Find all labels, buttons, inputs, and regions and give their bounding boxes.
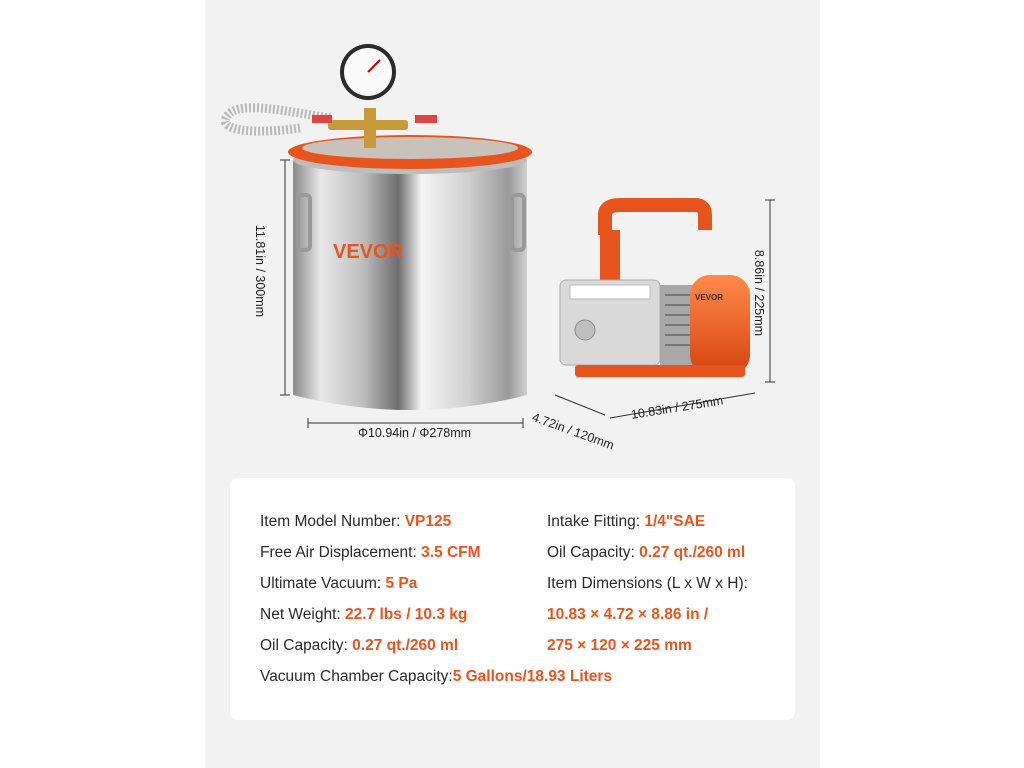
pump-height-label: 8.86in / 225mm bbox=[752, 249, 767, 337]
spec-weight-value: 22.7 lbs / 10.3 kg bbox=[345, 606, 468, 623]
spec-vacuum-value: 5 Pa bbox=[385, 575, 418, 592]
spec-air-label: Free Air Displacement: bbox=[260, 544, 422, 561]
spec-oil2-value: 0.27 qt./260 ml bbox=[639, 544, 746, 561]
spec-dimensions-mm bbox=[547, 637, 692, 655]
spec-card bbox=[230, 478, 795, 720]
spec-dims-value-mm: 275 × 120 × 225 mm bbox=[547, 637, 692, 654]
spec-oil-2 bbox=[547, 544, 745, 562]
spec-dims-value-in: 10.83 × 4.72 × 8.86 in / bbox=[547, 606, 709, 623]
spec-vacuum bbox=[260, 575, 417, 593]
spec-intake-label: Intake Fitting: bbox=[547, 513, 645, 530]
spec-chamber-value: 5 Gallons/18.93 Liters bbox=[452, 668, 613, 685]
spec-oil-value: 0.27 qt./260 ml bbox=[352, 637, 459, 654]
spec-dimensions-in bbox=[547, 606, 708, 624]
spec-air-value: 3.5 CFM bbox=[421, 544, 481, 561]
spec-dims-label: Item Dimensions (L x W x H): bbox=[547, 575, 748, 592]
spec-model bbox=[260, 513, 451, 531]
spec-air bbox=[260, 544, 481, 562]
spec-model-value: VP125 bbox=[404, 513, 452, 530]
spec-weight-label: Net Weight: bbox=[260, 606, 346, 623]
spec-weight bbox=[260, 606, 467, 624]
spec-chamber-label: Vacuum Chamber Capacity: bbox=[260, 668, 453, 685]
pump-width-label: 4.72in / 120mm bbox=[530, 410, 616, 453]
pump-length-label: 10.83in / 275mm bbox=[630, 393, 725, 422]
chamber-height-label: 11.81in / 300mm bbox=[253, 224, 268, 318]
chamber-brand-logo: VEVOR bbox=[332, 241, 404, 263]
pump-brand-logo: VEVOR bbox=[695, 293, 724, 302]
chamber-diameter-label: Φ10.94in / Φ278mm bbox=[358, 426, 472, 440]
spec-oil2-label: Oil Capacity: bbox=[547, 544, 640, 561]
spec-intake-value: 1/4"SAE bbox=[644, 513, 706, 530]
spec-model-label: Item Model Number: bbox=[260, 513, 405, 530]
spec-chamber-capacity bbox=[260, 668, 612, 686]
spec-vacuum-label: Ultimate Vacuum: bbox=[260, 575, 386, 592]
spec-oil bbox=[260, 637, 458, 655]
spec-dimensions bbox=[547, 575, 748, 593]
product-illustration bbox=[205, 0, 820, 460]
vacuum-chamber bbox=[288, 44, 532, 410]
vacuum-pump bbox=[560, 205, 750, 377]
spec-oil-label: Oil Capacity: bbox=[260, 637, 353, 654]
spec-intake bbox=[547, 513, 705, 531]
